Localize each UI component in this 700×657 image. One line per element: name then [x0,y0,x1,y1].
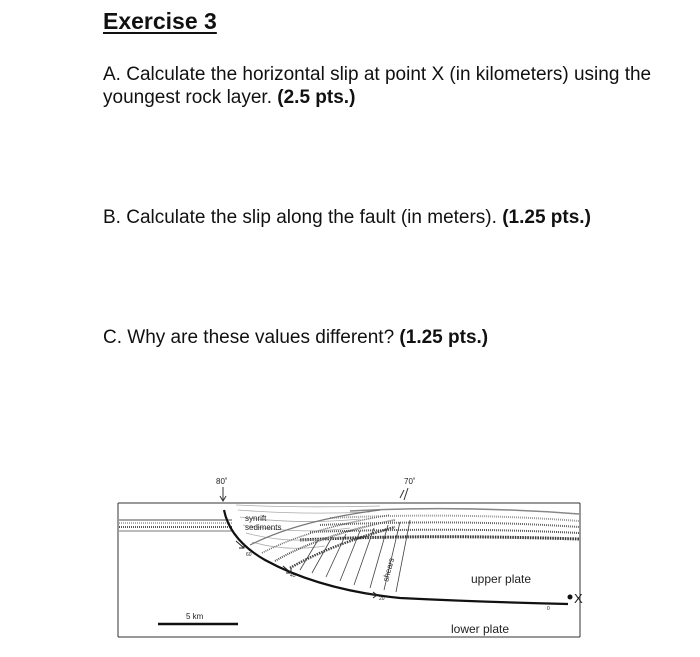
question-a-text: A. Calculate the horizontal slip at point X (in kilometers) using the youngest rock layer. [103,64,652,108]
question-b-text: B. Calculate the slip along the fault (in meters). [103,207,497,228]
dip-marker-right [404,488,408,500]
angle-20-label: 20 [379,596,385,602]
angle-45-label: 45 [290,573,296,579]
upper-plate-label: upper plate [471,572,532,586]
exercise-title: Exercise 3 [103,8,217,34]
question-c-text: C. Why are these values different? [103,327,395,348]
sediments-label: sediments [245,523,282,532]
point-x-marker [568,595,573,600]
point-x-label: X [574,591,583,606]
synrift-label: synrift [245,514,267,523]
scale-bar-label: 5 km [186,612,204,621]
shears-label: shears [381,556,397,583]
right-strata-band [300,509,579,540]
dip-angle-right: 70˚ [404,477,416,486]
question-a-points: (2.5 pts.) [277,87,356,108]
angle-0-label: 0 [547,606,550,612]
question-b-points: (1.25 pts.) [502,207,591,228]
left-strata-band [119,520,232,531]
dip-angle-left: 80˚ [216,477,228,486]
hanging-wall-layers [250,510,395,568]
question-c-points: (1.25 pts.) [399,327,489,348]
lower-plate-label: lower plate [451,622,510,636]
angle-60-label: 60 [246,552,252,558]
